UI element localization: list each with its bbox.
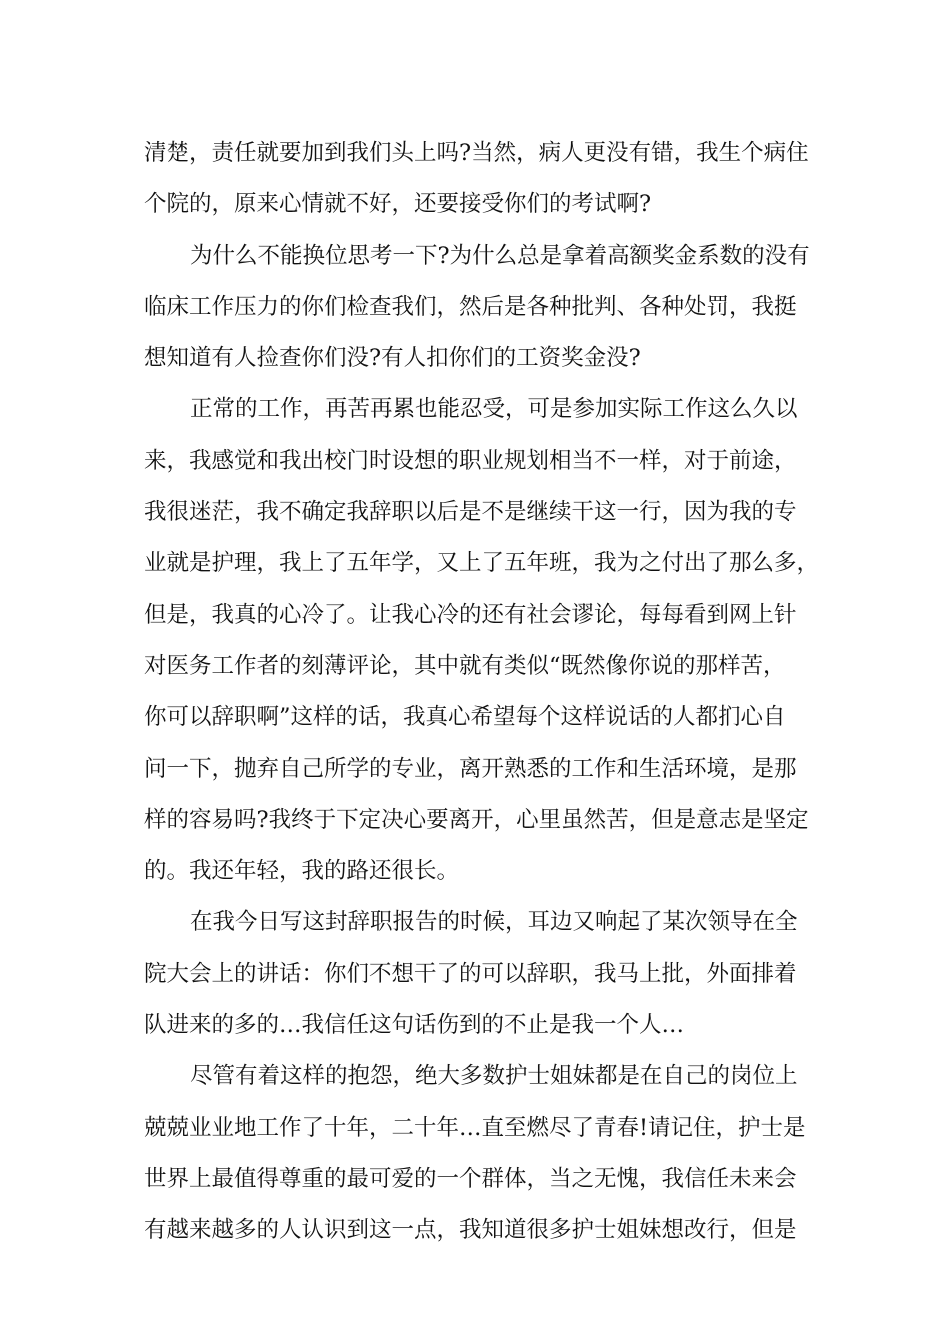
text-line: 业就是护理，我上了五年学，又上了五年班，我为之付出了那么多， [144,550,820,577]
text-line: 但是，我真的心冷了。让我心冷的还有社会谬论，每每看到网上针 [144,601,797,628]
text-line: 对医务工作者的刻薄评论，其中就有类似“既然像你说的那样苦， [144,652,786,679]
text-line: 有越来越多的人认识到这一点，我知道很多护士姐妹想改行，但是 [144,1217,797,1244]
text-line: 样的容易吗?我终于下定决心要离开，心里虽然苦，但是意志是坚定 [144,806,809,833]
text-line: 你可以辞职啊”这样的话，我真心希望每个这样说话的人都扪心自 [144,704,786,731]
text-line: 在我今日写这封辞职报告的时候，耳边又响起了某次领导在全 [190,909,798,936]
text-line: 临床工作压力的你们检查我们，然后是各种批判、各种处罚，我挺 [144,293,797,320]
text-line: 院大会上的讲话：你们不想干了的可以辞职，我马上批，外面排着 [144,960,797,987]
text-line: 个院的，原来心情就不好，还要接受你们的考试啊? [144,191,652,218]
text-line: 为什么不能换位思考一下?为什么总是拿着高额奖金系数的没有 [190,242,810,269]
text-line: 问一下，抛弃自己所学的专业，离开熟悉的工作和生活环境，是那 [144,755,797,782]
text-line: 来，我感觉和我出校门时设想的职业规划相当不一样，对于前途， [144,447,797,474]
text-line: 的。我还年轻，我的路还很长。 [144,858,460,885]
text-line: 兢兢业业地工作了十年，二十年…直至燃尽了青春!请记住，护士是 [144,1114,806,1141]
text-line: 我很迷茫，我不确定我辞职以后是不是继续干这一行，因为我的专 [144,499,797,526]
text-line: 尽管有着这样的抱怨，绝大多数护士姐妹都是在自己的岗位上 [190,1063,798,1090]
text-line: 队进来的多的…我信任这句话伤到的不止是我一个人… [144,1012,685,1039]
text-line: 想知道有人捡查你们没?有人扣你们的工资奖金没? [144,345,641,372]
text-line: 正常的工作，再苦再累也能忍受，可是参加实际工作这么久以 [190,396,798,423]
text-line: 世界上最值得尊重的最可爱的一个群体，当之无愧，我信任未来会 [144,1165,797,1192]
text-line: 清楚，责任就要加到我们头上吗?当然，病人更没有错，我生个病住 [144,140,809,166]
body-text [144,128,834,1257]
